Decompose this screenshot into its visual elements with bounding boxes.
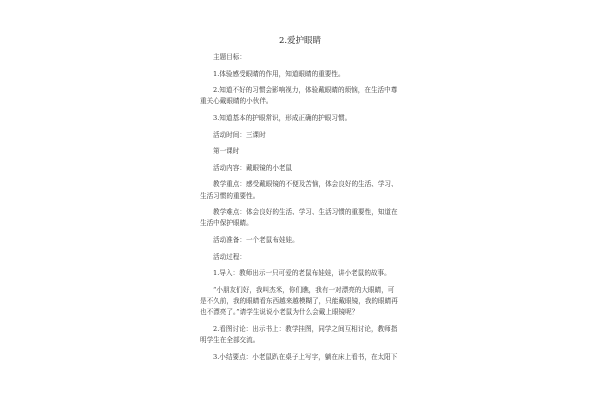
- paragraph-process-heading: 活动过程：: [213, 252, 246, 261]
- paragraph-activity-content: 活动内容：戴眼镜的小老鼠: [213, 163, 293, 172]
- paragraph-step-1: 1.导入：教师出示一只可爱的老鼠布娃娃，讲小老鼠的故事。: [213, 269, 391, 278]
- paragraph-preparation: 活动准备：一个老鼠布娃娃。: [213, 235, 299, 244]
- paragraph-step-3: 3.小结要点：小老鼠趴在桌子上写字，躺在床上看书，在太阳下: [213, 352, 398, 361]
- paragraph-difficult-point: 教学难点：体会良好的生活、学习、生活习惯的重要性，知道在生活中保护眼睛。: [200, 208, 398, 228]
- paragraph-step-2: 2.看图讨论：出示书上：教学挂图，同学之间互相讨论，教师指明学生在全部交流。: [200, 324, 398, 344]
- paragraph-first-lesson: 第一课时: [213, 147, 240, 156]
- paragraph-goal-3: 3.知道基本的护眼常识，形成正确的护眼习惯。: [213, 113, 352, 122]
- document-body: [200, 52, 400, 366]
- paragraph-story-quote: “小朋友们好，我叫杰米，你们瞧，我有一对漂亮的大眼睛，可是不久前，我的眼睛看东西越来越模糊了，只能戴眼镜，我的眼睛再也不漂亮了。”请学生说说小老鼠为什么会戴上眼镜呢？: [200, 285, 398, 317]
- paragraph-goal-2: 2.知道不好的习惯会影响视力，体验戴眼睛的烦恼，在生活中尊重关心戴眼睛的小伙伴。: [200, 86, 398, 106]
- paragraph-key-point: 教学重点：感受戴眼镜的不便及苦恼，体会良好的生活、学习、生活习惯的重要性。: [200, 180, 398, 200]
- paragraph-activity-time: 活动时间：三课时: [213, 130, 266, 139]
- document-title: 2.爱护眼睛: [278, 36, 322, 46]
- paragraph-goal-1: 1.体验感受眼睛的作用，知道眼睛的重要性。: [213, 69, 345, 78]
- paragraph-goal-heading: 主题目标：: [213, 53, 246, 61]
